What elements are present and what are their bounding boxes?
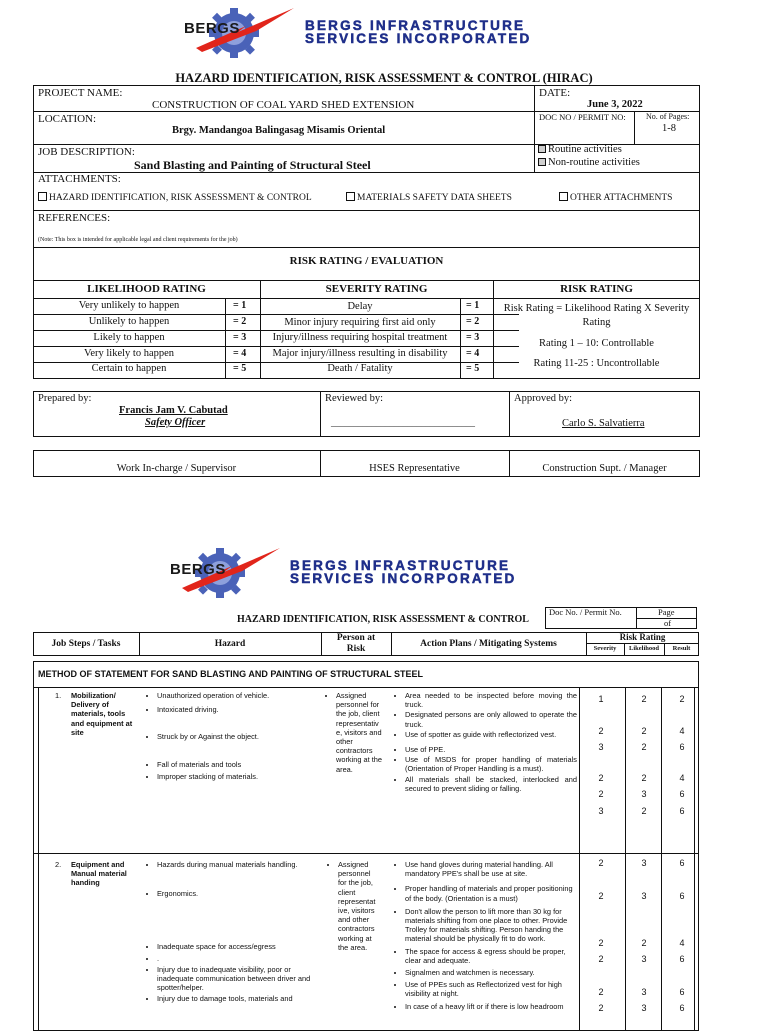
page2-page: Page (658, 607, 675, 617)
severity-row: Minor injury requiring first aid only (284, 317, 436, 328)
risk-uncontrollable: Rating 11-25 : Uncontrollable (533, 358, 660, 369)
project-value: CONSTRUCTION OF COAL YARD SHED EXTENSION (152, 99, 415, 111)
rating-severity: 2 (598, 1003, 604, 1013)
job-value: Sand Blasting and Painting of Structural Steel (134, 158, 371, 172)
step2-person-at-risk: • Assigned personnel for the job, client representat ive, visitors and other contractors working at the area. (324, 860, 380, 955)
hazard-item: • Unauthorized operation of vehicle. (157, 691, 323, 700)
nonroutine-checkbox[interactable] (538, 158, 546, 166)
role-supervisor: Work In-charge / Supervisor (116, 463, 237, 474)
action-item: • Don't allow the person to lift more than 30 kg for materials shifting from one place to other. Provide Trolley for materials shifting. Person handing the material should be physically fit to do work. (405, 907, 577, 944)
severity-header: SEVERITY RATING (325, 283, 428, 295)
step2-task: Equipment and Manual material handing (71, 860, 127, 888)
rating-likelihood: 3 (641, 954, 647, 964)
prepared-title: Safety Officer (145, 417, 206, 428)
rating-result: 6 (679, 1003, 685, 1013)
location-label: LOCATION: (38, 113, 97, 125)
action-item: • Area needed to be inspected before moving the truck. (405, 691, 577, 709)
likelihood-row: Likely to happen (93, 332, 165, 343)
pages-value: 1-8 (662, 123, 676, 134)
severity-value: = 3 (466, 332, 480, 343)
rating-likelihood: 2 (641, 726, 647, 736)
rating-result: 6 (679, 987, 685, 997)
prepared-label: Prepared by: (38, 393, 92, 404)
routine-label: Routine activities (548, 144, 622, 155)
likelihood-row: Unlikely to happen (88, 316, 170, 327)
step1-task: Mobilization/ Delivery of materials, tools and equipment at site (71, 691, 133, 737)
rating-severity: 2 (598, 773, 604, 783)
col-risk-rating: Risk Rating (619, 632, 666, 642)
col-person-at-risk: Person at Risk (336, 633, 376, 654)
hazard-item: • Intoxicated driving. (157, 705, 323, 714)
rating-severity: 3 (598, 742, 604, 752)
likelihood-value: = 4 (233, 348, 247, 359)
severity-value: = 1 (466, 300, 480, 311)
step2-number: 2. (55, 860, 62, 869)
page2-title: HAZARD IDENTIFICATION, RISK ASSESSMENT & CONTROL (237, 614, 529, 625)
rating-likelihood: 2 (641, 806, 647, 816)
step1-actions (391, 691, 577, 796)
hazard-item: • Injury due to damage tools, materials and (157, 994, 315, 1003)
step2-actions (391, 860, 577, 1014)
rating-result: 6 (679, 891, 685, 901)
severity-value: = 4 (466, 348, 480, 359)
rating-result: 2 (679, 694, 685, 704)
reviewed-signature-line: ________________________________ (331, 418, 475, 428)
attachment-other[interactable]: OTHER ATTACHMENTS (559, 192, 672, 203)
severity-row: Death / Fatality (327, 363, 393, 374)
severity-value: = 5 (466, 363, 480, 374)
col-hazard: Hazard (214, 639, 246, 649)
action-item: • All materials shall be stacked, interlocked and secured to prevent sliding or falling. (405, 775, 577, 793)
step1-hazards (143, 691, 323, 784)
attachment-msds-checkbox[interactable] (346, 192, 355, 201)
rating-result: 6 (679, 789, 685, 799)
col-result: Result (672, 645, 691, 652)
severity-value: = 2 (466, 316, 480, 327)
routine-checkbox[interactable] (538, 145, 546, 153)
method-statement-title: METHOD OF STATEMENT FOR SAND BLASTING AND PAINTING OF STRUCTURAL STEEL (38, 669, 423, 679)
company-name-line1: BERGS INFRASTRUCTURE (290, 558, 511, 573)
role-hses: HSES Representative (369, 463, 460, 474)
action-item: • Proper handling of materials and proper positioning of the body. (Orientation is a must) (405, 884, 577, 902)
prepared-name: Francis Jam V. Cabutad (119, 405, 228, 416)
rating-severity: 2 (598, 987, 604, 997)
rating-likelihood: 3 (641, 1003, 647, 1013)
rating-likelihood: 3 (641, 789, 647, 799)
rating-result: 4 (679, 938, 685, 948)
date-value: June 3, 2022 (587, 99, 643, 110)
routine-option[interactable] (538, 144, 622, 155)
col-severity: Severity (593, 645, 617, 652)
attachment-msds[interactable]: MATERIALS SAFETY DATA SHEETS (346, 192, 512, 203)
references-note: (Note: This box is intended for applicable legal and client requirements for the job) (38, 237, 238, 243)
page2-docno: Doc No. / Permit No. (549, 607, 622, 617)
docno-label: DOC NO / PERMIT NO: (539, 112, 626, 122)
attachment-hirac[interactable]: HAZARD IDENTIFICATION, RISK ASSESSMENT & CONTROL (38, 192, 312, 203)
rating-result: 4 (679, 726, 685, 736)
hazard-item: • Struck by or Against the object. (157, 732, 323, 741)
logo-word: BERGS (184, 20, 240, 37)
attachment-other-checkbox[interactable] (559, 192, 568, 201)
likelihood-value: = 5 (233, 363, 247, 374)
rating-result: 6 (679, 806, 685, 816)
severity-row: Delay (347, 301, 373, 312)
action-item: • In case of a heavy lift or if there is low headroom (405, 1002, 577, 1011)
rating-result: 4 (679, 773, 685, 783)
rating-result: 6 (679, 954, 685, 964)
rating-severity: 2 (598, 938, 604, 948)
likelihood-row: Certain to happen (91, 363, 167, 374)
approved-name: Carlo S. Salvatierra (562, 418, 645, 429)
rating-likelihood: 3 (641, 987, 647, 997)
reviewed-label: Reviewed by: (325, 393, 384, 404)
attachment-hirac-checkbox[interactable] (38, 192, 47, 201)
step1-person-at-risk: • Assigned personnel for the job, client representativ e, visitors and other contractors working at the area. (322, 691, 382, 777)
likelihood-row: Very likely to happen (83, 348, 175, 359)
step2-hazards (143, 860, 315, 1007)
hazard-item: • Ergonomics. (157, 889, 315, 898)
rating-likelihood: 2 (641, 938, 647, 948)
nonroutine-option[interactable] (538, 157, 640, 168)
project-label: PROJECT NAME: (38, 87, 123, 99)
nonroutine-label: Non-routine activities (548, 157, 640, 168)
action-item: • Use of spotter as guide with reflectorized vest. (405, 730, 577, 739)
severity-row: Major injury/illness resulting in disability (272, 348, 448, 359)
page2-of: of (664, 618, 672, 628)
rating-likelihood: 2 (641, 694, 647, 704)
approved-label: Approved by: (514, 393, 573, 404)
likelihood-row: Very unlikely to happen (78, 300, 180, 311)
hazard-item: • Improper stacking of materials. (157, 772, 323, 781)
likelihood-value: = 3 (233, 332, 247, 343)
rating-severity: 2 (598, 858, 604, 868)
rating-severity: 2 (598, 789, 604, 799)
step1-number: 1. (55, 691, 62, 700)
company-name-line1: BERGS INFRASTRUCTURE (305, 18, 526, 33)
rating-severity: 1 (598, 694, 604, 704)
rating-likelihood: 2 (641, 773, 647, 783)
form-title: HAZARD IDENTIFICATION, RISK ASSESSMENT & CONTROL (HIRAC) (175, 71, 593, 85)
date-label: DATE: (539, 87, 571, 99)
rating-severity: 2 (598, 954, 604, 964)
likelihood-value: = 1 (233, 300, 247, 311)
pages-label: No. of Pages: (646, 112, 690, 121)
action-item: • The space for access & egress should be proper, clear and adequate. (405, 947, 577, 965)
col-action-plans: Action Plans / Mitigating Systems (420, 639, 557, 649)
rating-likelihood: 2 (641, 742, 647, 752)
col-job-steps: Job Steps / Tasks (51, 639, 121, 649)
references-label: REFERENCES: (38, 212, 111, 224)
risk-formula: Risk Rating = Likelihood Rating X Severity Rating (503, 303, 690, 328)
rating-likelihood: 3 (641, 891, 647, 901)
company-name-line2: SERVICES INCORPORATED (290, 571, 517, 586)
location-value: Brgy. Mandangoa Balingasag Misamis Oriental (172, 125, 386, 136)
risk-header: RISK RATING (560, 283, 633, 295)
hazard-item: • Fall of materials and tools (157, 760, 323, 769)
severity-row: Injury/illness requiring hospital treatment (272, 332, 448, 343)
risk-evaluation-title: RISK RATING / EVALUATION (289, 255, 444, 267)
hazard-item: • Inadequate space for access/egress (157, 942, 315, 951)
hazard-item: • . (157, 954, 315, 963)
action-item: • Designated persons are only allowed to operate the truck. (405, 710, 577, 728)
rating-result: 6 (679, 742, 685, 752)
logo-word: BERGS (170, 561, 226, 578)
hazard-item: • Injury due to inadequate visibility, poor or inadequate communication between driver and spotter/helper. (157, 965, 315, 993)
likelihood-header: LIKELIHOOD RATING (87, 283, 206, 295)
role-manager: Construction Supt. / Manager (542, 463, 667, 474)
action-item: • Use hand gloves during material handling. All mandatory PPE's shall be use at site. (405, 860, 577, 878)
rating-severity: 2 (598, 726, 604, 736)
risk-controllable: Rating 1 – 10: Controllable (539, 338, 654, 349)
rating-likelihood: 3 (641, 858, 647, 868)
action-item: • Use of MSDS for proper handling of materials (Orientation of Proper Handling is a must). (405, 755, 577, 773)
likelihood-value: = 2 (233, 316, 247, 327)
job-label: JOB DESCRIPTION: (38, 146, 135, 158)
action-item: • Use of PPEs such as Reflectorized vest for high visibility at night. (405, 980, 577, 998)
col-likelihood: Likelihood (629, 645, 659, 652)
company-name-line2: SERVICES INCORPORATED (305, 31, 532, 46)
hazard-item: • Hazards during manual materials handling. (157, 860, 315, 869)
rating-severity: 3 (598, 806, 604, 816)
action-item: • Use of PPE. (405, 745, 577, 754)
action-item: • Signalmen and watchmen is necessary. (405, 968, 577, 977)
attachments-label: ATTACHMENTS: (38, 173, 121, 185)
rating-severity: 2 (598, 891, 604, 901)
rating-result: 6 (679, 858, 685, 868)
